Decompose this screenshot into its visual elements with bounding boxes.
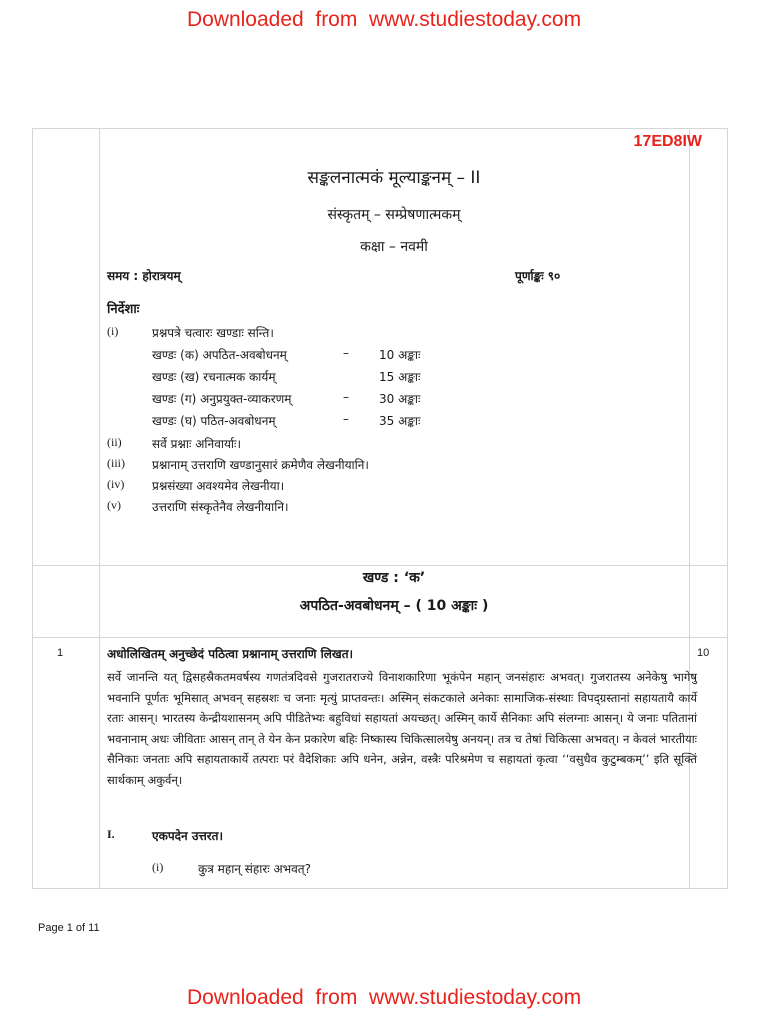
section-dash: – <box>343 346 349 360</box>
section-name: खण्डः (घ) पठित-अवबोधनम् <box>152 414 276 428</box>
instruction-text: सर्वे प्रश्नाः अनिवार्याः। <box>152 437 242 451</box>
instruction-number: (i) <box>107 324 119 338</box>
section-a-subheading: अपठित-अवबोधनम् – ( 10 अङ्काः ) <box>299 598 489 614</box>
page-number: Page 1 of 11 <box>38 922 100 934</box>
instruction-number: (v) <box>107 498 121 512</box>
question-instruction: अधोलिखितम् अनुच्छेदं पठित्वा प्रश्नानाम् उत्तराणि लिखत। <box>107 647 354 661</box>
section-name: खण्डः (ख) रचनात्मक कार्यम् <box>152 370 276 384</box>
table-border-bottom <box>32 888 728 889</box>
download-source-banner-bottom: Downloaded from www.studiestoday.com <box>186 986 582 1009</box>
section-dash: – <box>343 412 349 426</box>
subject-title: संस्कृतम् – सम्प्रेषणात्मकम् <box>327 207 461 223</box>
total-marks-label: पूर्णाङ्कः ९० <box>515 269 561 283</box>
question-number: 1 <box>57 647 64 659</box>
subquestion-text: कुत्र महान् संहारः अभवत्? <box>198 862 312 876</box>
section-marks: 15 अङ्काः <box>379 370 421 384</box>
instruction-text: प्रश्नपत्रे चत्वारः खण्डाः सन्ति। <box>152 326 274 340</box>
paper-code: 17ED8IW <box>633 133 702 150</box>
instruction-text: प्रश्नानाम् उत्तराणि खण्डानुसारं क्रमेणैव लेखनीयानि। <box>152 458 369 472</box>
table-border-left <box>32 128 33 889</box>
table-divider-question <box>32 637 728 638</box>
subquestion-number: (i) <box>152 860 164 874</box>
instruction-number: (iv) <box>107 477 125 491</box>
table-border-top <box>32 128 728 129</box>
part-instruction: एकपदेन उत्तरत। <box>152 829 224 843</box>
instruction-number: (ii) <box>107 435 122 449</box>
section-marks: 35 अङ्काः <box>379 414 421 428</box>
class-label: कक्षा – नवमी <box>360 239 428 255</box>
time-label: समय : होरात्रयम् <box>107 269 181 283</box>
section-marks: 10 अङ्काः <box>379 348 421 362</box>
section-marks: 30 अङ्काः <box>379 392 421 406</box>
exam-title: सङ्कलनात्मकं मूल्याङ्कनम् – II <box>307 168 481 188</box>
instructions-heading: निर्देशाः <box>107 302 140 317</box>
download-source-banner-top: Downloaded from www.studiestoday.com <box>186 8 582 31</box>
table-divider-section <box>32 565 728 566</box>
instruction-number: (iii) <box>107 456 125 470</box>
instruction-text: प्रश्नसंख्या अवश्यमेव लेखनीया। <box>152 479 285 493</box>
part-label: I. <box>107 827 115 841</box>
instruction-text: उत्तराणि संस्कृतेनैव लेखनीयानि। <box>152 500 289 514</box>
question-marks: 10 <box>697 647 710 659</box>
section-a-heading: खण्ड : ‘क’ <box>362 570 426 586</box>
table-border-right <box>727 128 728 889</box>
passage-text: सर्वे जानन्ति यत् द्विसहस्रैकतमवर्षस्य गणतंत्रदिवसे गुजरातराज्ये विनाशकारिणा भूकंपेन महान् जनसंहारः अभवत्। गुजरातस्य अनेकेषु भागेषु भवनानि पूर्णतः भूमिसात् अभवन् सहस्रशः च जनाः मृत्युं प्राप्तवन्तः। अस्मिन् संकटकाले अनेकाः सामाजिक-संस्थाः विपद्ग्रस्तानां सहायतायै कार्ये रताः आसन्। भारतस्य केन्द्रीयशासनम् अपि पीडितेभ्यः बहुविधां सहायतां अयच्छत्। अस्मिन् कार्ये सैनिकाः अपि संलग्नाः आसन्। ये जनाः पतितानां भवनानाम् अधः जीविताः आसन् तान् ते येन केन प्रकारेण बहिः निष्कास्य चिकित्सालयेषु अनयन्। तत्र च तेषां चिकित्सा अभवत्। न केवलं भारतीयाः सैनिकाः जनताः अपि सहायताकार्ये तत्पराः परं वैदेशिकाः अपि धनेन, अन्नेन, वस्त्रैः परिश्रमेण च सहायतां कृत्वा ‘‘वसुधैव कुटुम्बकम्’’ इति सूक्तिं सार्थकाम् अकुर्वन्। <box>107 670 697 787</box>
section-name: खण्डः (ग) अनुप्रयुक्त-व्याकरणम् <box>152 392 292 406</box>
section-dash: – <box>343 390 349 404</box>
section-name: खण्डः (क) अपठित-अवबोधनम् <box>152 348 287 362</box>
